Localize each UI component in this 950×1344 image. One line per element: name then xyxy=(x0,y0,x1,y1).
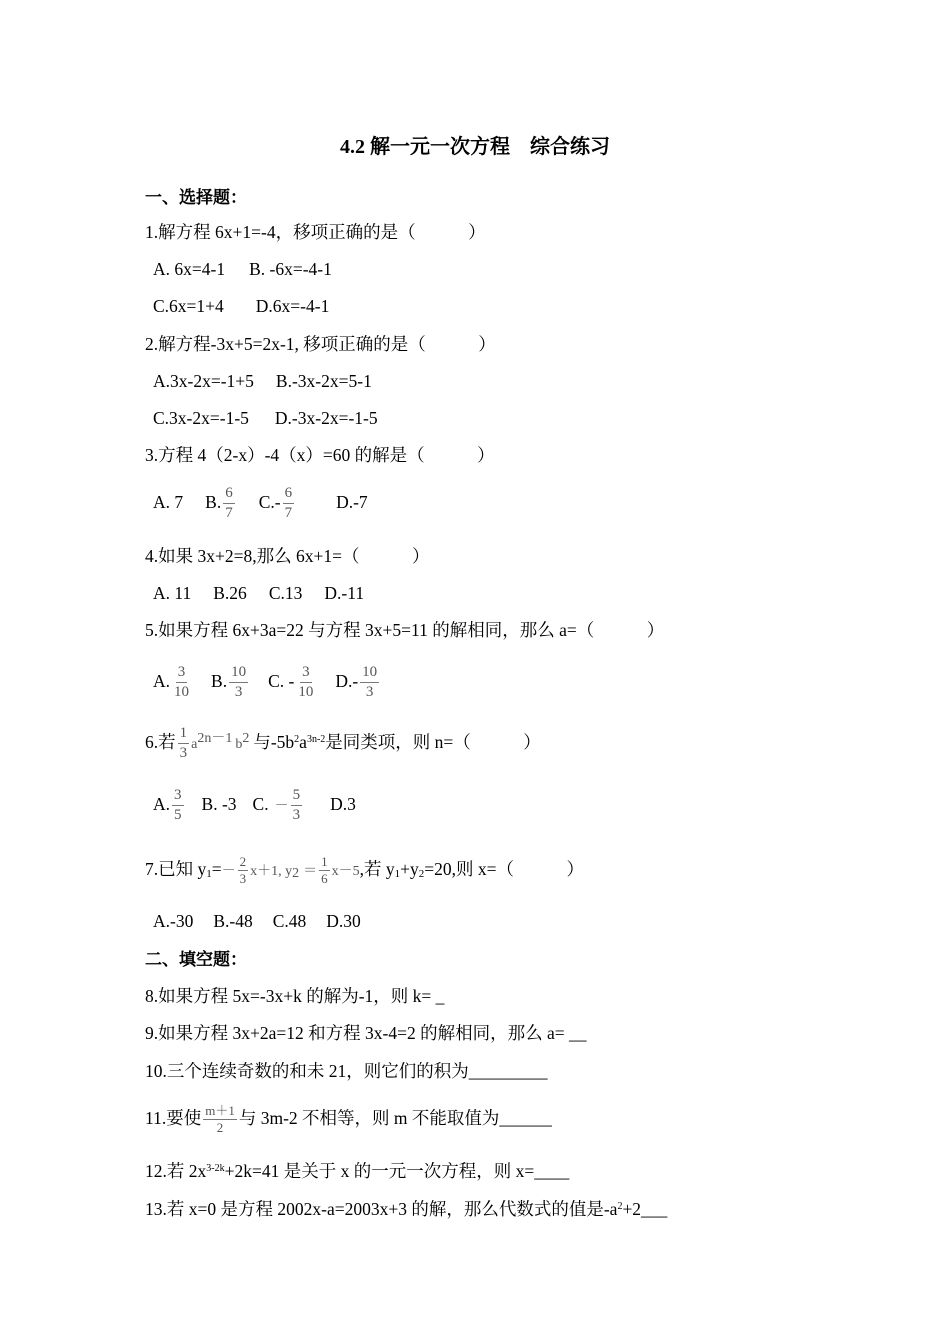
q1-option-c: C.6x=1+4 xyxy=(153,296,224,316)
q4-options xyxy=(153,582,364,604)
q2-options-row2 xyxy=(153,407,378,429)
q4-option-c: C.13 xyxy=(268,583,303,603)
q7-option-b: B.-48 xyxy=(213,911,253,931)
q5-fraction-c: $\frac{3}{10}$ xyxy=(298,664,314,701)
q6-option-a: A. xyxy=(153,794,171,814)
question-4: 4.如果 3x+2=8,那么 6x+1=（ ） xyxy=(145,546,430,566)
q5-option-b: B. xyxy=(211,671,228,691)
q1-options-row1 xyxy=(153,258,332,280)
q6-option-b: B. -3 xyxy=(201,794,237,814)
q4-option-a: A. 11 xyxy=(153,583,192,603)
q5-fraction-d: $\frac{10}{3}$ xyxy=(362,664,378,701)
section-heading-fill: 二、填空题： xyxy=(145,950,247,969)
q7-option-d: D.30 xyxy=(326,911,361,931)
q5-options xyxy=(153,662,381,701)
q7-option-a: A.-30 xyxy=(153,911,194,931)
q2-options-row1 xyxy=(153,370,372,392)
question-3: 3.方程 4（2-x）-4（x）=60 的解是（ ） xyxy=(145,445,495,465)
q3-option-c: C.- xyxy=(258,492,281,512)
question-9: 9.如果方程 3x+2a=12 和方程 3x-4=2 的解相同，那么 a= __ xyxy=(145,1023,587,1043)
q3-option-a: A. 7 xyxy=(153,492,184,512)
q7-fraction-2: $\frac{1}{6}$ xyxy=(321,854,328,887)
question-6: 6.若 $\frac{1}{3}$ $a^{2n-1}$ $b^2$ 与$-5b^2a^{3n-2}$是同类项，则 n=（ ） xyxy=(145,725,541,762)
q5-option-d: D.- xyxy=(335,671,359,691)
q5-option-a: A. xyxy=(153,671,171,691)
q4-option-b: B.26 xyxy=(213,583,247,603)
q7-option-c: C.48 xyxy=(272,911,307,931)
q1-option-d: D.6x=-4-1 xyxy=(255,296,330,316)
question-1: 1.解方程 6x+1=-4，移项正确的是（ ） xyxy=(145,222,486,242)
q5-fraction-b: $\frac{10}{3}$ xyxy=(231,664,247,701)
q6-option-c: C. xyxy=(252,794,269,814)
q6-option-d: D.3 xyxy=(330,794,356,814)
question-10: 10.三个连续奇数的和未 21，则它们的积为_________ xyxy=(145,1061,548,1081)
question-2: 2.解方程-3x+5=2x-1, 移项正确的是（ ） xyxy=(145,334,496,354)
q6-coefficient-fraction: $\frac{1}{3}$ xyxy=(179,725,188,762)
q11-fraction: $\frac{m+1}{2}$ xyxy=(205,1103,235,1136)
question-5: 5.如果方程 6x+3a=22 与方程 3x+5=11 的解相同，那么 a=（ ） xyxy=(145,620,665,640)
q2-option-c: C.3x-2x=-1-5 xyxy=(153,408,249,428)
q6-fraction-c: $\frac{5}{3}$ xyxy=(292,787,301,824)
q3-fraction-c: $\frac{6}{7}$ xyxy=(284,485,293,522)
q5-fraction-a: $\frac{3}{10}$ xyxy=(174,664,190,701)
q7-fraction-1: $\frac{2}{3}$ xyxy=(239,854,247,887)
q3-option-d: D.-7 xyxy=(336,492,368,512)
q6-options: A. $\frac{3}{5}$ B. -3 C. － $\frac{5}{3}$ D.3 xyxy=(153,787,356,824)
q3-option-b: B. xyxy=(205,492,222,512)
q5-option-c: C. - xyxy=(268,671,295,691)
q1-options-row2 xyxy=(153,295,329,317)
q7-options xyxy=(153,910,361,932)
q3-fraction-b: $\frac{6}{7}$ xyxy=(225,485,233,522)
q2-option-a: A.3x-2x=-1+5 xyxy=(153,371,254,391)
question-12: 12.若 $2x^{3-2k}+2k=41$ 是关于 x 的一元一次方程，则 x=____ xyxy=(145,1161,570,1181)
q1-option-a: A. 6x=4-1 xyxy=(153,259,226,279)
q2-option-b: B.-3x-2x=5-1 xyxy=(275,371,372,391)
q1-option-b: B. -6x=-4-1 xyxy=(249,259,332,279)
question-8: 8.如果方程 5x=-3x+k 的解为-1，则 k= _ xyxy=(145,986,445,1006)
page-title: 4.2 解一元一次方程 综合练习 xyxy=(340,136,610,158)
q3-options xyxy=(153,484,368,522)
q2-option-d: D.-3x-2x=-1-5 xyxy=(274,408,378,428)
q6-fraction-a: $\frac{3}{5}$ xyxy=(174,787,182,824)
question-13: 13.若 x=0 是方程 2002x-a=2003x+3 的解，那么代数式的值是$-a^2+2\_\_\_$ xyxy=(145,1199,668,1219)
q4-option-d: D.-11 xyxy=(324,583,365,603)
question-11: 11.要使 $\frac{m+1}{2}$ 与 3m-2 不相等，则 m 不能取值为______ xyxy=(145,1103,552,1136)
question-7: 7.已知 $y_1=-$ $\frac{2}{3}$ x＋1, $y_2$ ＝ $\frac{1}{6}$ x－5,若 $y_1+y_2=20$,则 x=（ ） xyxy=(145,854,584,887)
section-heading-choice: 一、选择题： xyxy=(145,188,247,207)
